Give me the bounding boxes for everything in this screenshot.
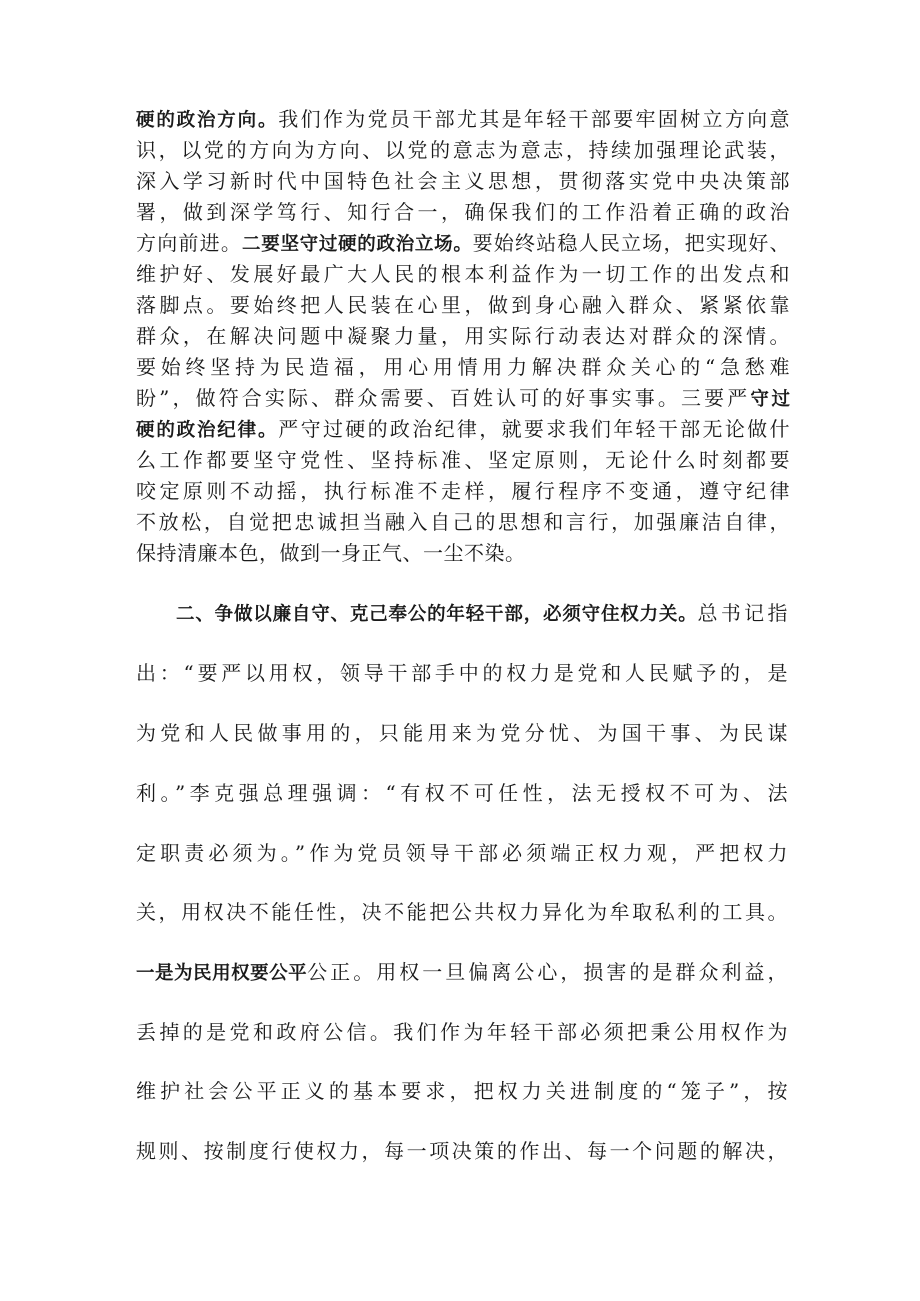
- bold-heading-text: 守过: [750, 389, 790, 410]
- body-text: 保持清廉本色，做到一身正气、一尘不染。: [136, 541, 526, 565]
- body-text: 署，做到深学笃行、知行合一，确保我们的工作沿着正确的政治: [136, 200, 790, 224]
- bold-heading-text: 硬的政治方向。: [136, 110, 279, 131]
- body-text: 识，以党的方向为方向、以党的意志为意志，持续加强理论武装，: [136, 138, 790, 162]
- text-line: [136, 136, 790, 164]
- body-text: 出：“要严以用权，领导干部手中的权力是党和人民赋予的，是: [136, 661, 790, 685]
- body-text: 维护好、发展好最广大人民的根本利益作为一切工作的出发点和: [136, 262, 790, 286]
- body-text: 要始终坚持为民造福，用心用情用力解决群众关心的“急愁难: [136, 355, 790, 379]
- body-text: 群众，在解决问题中凝聚力量，用实际行动表达对群众的深情。: [136, 324, 790, 348]
- text-line: [136, 958, 790, 986]
- text-line: [136, 291, 790, 319]
- body-text: 方向前进。: [136, 231, 243, 255]
- text-line: [136, 384, 790, 412]
- text-line: [136, 539, 790, 567]
- text-line: [136, 779, 790, 807]
- body-text: 不放松，自觉把忠诚担当融入自己的思想和言行，加强廉洁自律，: [136, 510, 790, 534]
- text-line: [176, 599, 790, 627]
- bold-heading-text: 硬的政治纪律。: [136, 420, 279, 441]
- text-line: [136, 322, 790, 350]
- body-text: 总书记指: [697, 601, 790, 625]
- text-line: [136, 508, 790, 536]
- text-line: [136, 719, 790, 747]
- body-text: 我们作为党员干部尤其是年轻干部要牢固树立方向意: [278, 107, 790, 131]
- body-text: 丢掉的是党和政府公信。我们作为年轻干部必须把秉公用权作为: [136, 1020, 790, 1044]
- body-text: 咬定原则不动摇，执行标准不走样，履行程序不变通，遵守纪律: [136, 479, 790, 503]
- text-line: [136, 229, 790, 257]
- body-text: 为党和人民做事用的，只能用来为党分忧、为国干事、为民谋: [136, 721, 790, 745]
- body-text: 维护社会公平正义的基本要求，把权力关进制度的“笼子”，按: [136, 1079, 790, 1103]
- text-line: [136, 1077, 790, 1105]
- text-line: [136, 353, 790, 381]
- text-line: [136, 198, 790, 226]
- bold-heading-text: 一是为民用权要公平: [136, 963, 308, 984]
- text-line: [136, 446, 790, 474]
- body-text: 盼”，做符合实际、群众需要、百姓认可的好事实事。三要严: [136, 386, 751, 410]
- bold-heading-text: 二、争做以廉自守、克己奉公的年轻干部，必须守住权力关。: [176, 604, 698, 625]
- text-line: [136, 1137, 790, 1165]
- bold-heading-text: 二要坚守过硬的政治立场。: [242, 234, 473, 255]
- text-line: [136, 477, 790, 505]
- text-line: [136, 167, 790, 195]
- text-line: [136, 659, 790, 687]
- body-text: 利。”李克强总理强调：“有权不可任性，法无授权不可为、法: [136, 781, 790, 805]
- text-line: [136, 839, 790, 867]
- body-text: 定职责必须为。”作为党员领导干部必须端正权力观，严把权力: [136, 841, 790, 865]
- text-line: [136, 415, 790, 443]
- body-text: 么工作都要坚守党性、坚持标准、坚定原则，无论什么时刻都要: [136, 448, 790, 472]
- text-line: [136, 105, 790, 133]
- body-text: 深入学习新时代中国特色社会主义思想，贯彻落实党中央决策部: [136, 169, 790, 193]
- body-text: 公正。用权一旦偏离公心，损害的是群众利益，: [307, 960, 790, 984]
- body-text: 要始终站稳人民立场，把实现好、: [472, 231, 790, 255]
- text-line: [136, 260, 790, 288]
- body-text: 严守过硬的政治纪律，就要求我们年轻干部无论做什: [278, 417, 790, 441]
- text-line: [136, 898, 790, 926]
- body-text: 落脚点。要始终把人民装在心里，做到身心融入群众、紧紧依靠: [136, 293, 790, 317]
- body-text: 关，用权决不能任性，决不能把公共权力异化为牟取私利的工具。: [136, 900, 790, 924]
- text-line: [136, 1018, 790, 1046]
- body-text: 规则、按制度行使权力，每一项决策的作出、每一个问题的解决，: [136, 1139, 790, 1163]
